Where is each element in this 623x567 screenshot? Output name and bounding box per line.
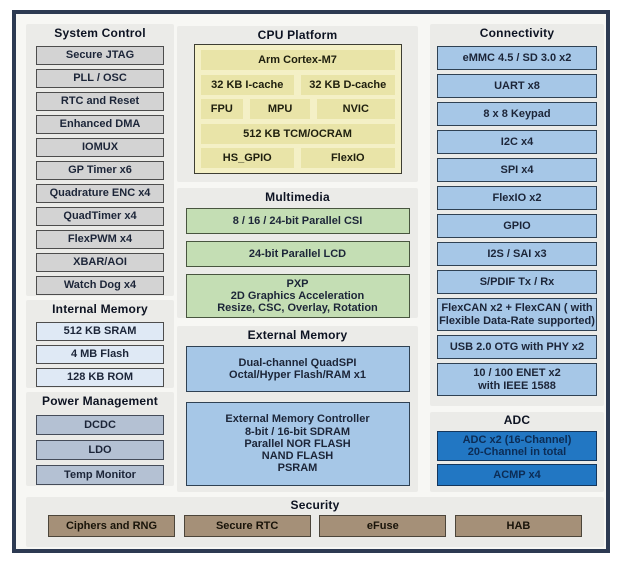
block-arm-cortex-m7: Arm Cortex-M7	[201, 50, 395, 70]
block-line: 10 / 100 ENET x2	[473, 367, 561, 380]
block-flexio-cpu: FlexIO	[301, 148, 395, 168]
block-quadtimer: QuadTimer x4	[36, 207, 164, 226]
block-quadrature-enc: Quadrature ENC x4	[36, 184, 164, 203]
block-rom: 128 KB ROM	[36, 368, 164, 387]
block-temp-monitor: Temp Monitor	[36, 465, 164, 485]
panel-adc	[430, 412, 604, 492]
block-flexpwm: FlexPWM x4	[36, 230, 164, 249]
block-adc	[437, 431, 597, 461]
block-emmc-sd: eMMC 4.5 / SD 3.0 x2	[437, 46, 597, 70]
block-line: 2D Graphics Acceleration	[230, 289, 365, 302]
block-parallel-csi: 8 / 16 / 24-bit Parallel CSI	[186, 208, 410, 234]
external-memory-title: External Memory	[247, 328, 348, 342]
panel-multimedia	[177, 188, 418, 318]
power-management-title: Power Management	[42, 394, 158, 408]
block-efuse: eFuse	[319, 515, 446, 537]
block-ciphers-rng: Ciphers and RNG	[48, 515, 175, 537]
security-title: Security	[290, 498, 340, 512]
block-gp-timer: GP Timer x6	[36, 161, 164, 180]
block-uart: UART x8	[437, 74, 597, 98]
block-secure-rtc: Secure RTC	[184, 515, 311, 537]
block-usb-otg: USB 2.0 OTG with PHY x2	[437, 335, 597, 359]
block-enhanced-dma: Enhanced DMA	[36, 115, 164, 134]
block-dcdc: DCDC	[36, 415, 164, 435]
block-flash: 4 MB Flash	[36, 345, 164, 364]
block-pxp	[186, 274, 410, 318]
internal-memory-title: Internal Memory	[52, 302, 148, 316]
block-flexio-conn: FlexIO x2	[437, 186, 597, 210]
block-external-memory-controller	[186, 402, 410, 486]
block-dcache: 32 KB D-cache	[301, 75, 395, 95]
block-tcm-ocram: 512 KB TCM/OCRAM	[201, 124, 395, 144]
block-xbar-aoi: XBAR/AOI	[36, 253, 164, 272]
block-line: FlexCAN x2 + FlexCAN ( with	[441, 302, 593, 315]
block-flexcan	[437, 298, 597, 331]
block-i2s-sai: I2S / SAI x3	[437, 242, 597, 266]
cpu-core-complex	[194, 44, 402, 174]
block-line: Resize, CSC, Overlay, Rotation	[217, 302, 378, 315]
block-line: PSRAM	[277, 462, 318, 475]
security-row	[26, 515, 604, 537]
block-ldo: LDO	[36, 440, 164, 460]
block-line: External Memory Controller	[225, 413, 370, 426]
block-quadspi	[186, 346, 410, 392]
block-gpio: GPIO	[437, 214, 597, 238]
connectivity-title: Connectivity	[479, 26, 555, 40]
block-line: Parallel NOR FLASH	[244, 437, 351, 450]
block-hs-gpio: HS_GPIO	[201, 148, 295, 168]
panel-cpu-platform	[177, 26, 418, 182]
block-i2c: I2C x4	[437, 130, 597, 154]
multimedia-title: Multimedia	[265, 190, 330, 204]
block-line: Flexible Data-Rate supported)	[439, 314, 595, 327]
block-line: 20-Channel in total	[467, 446, 567, 458]
block-line: NAND FLASH	[261, 450, 334, 463]
block-pll-osc: PLL / OSC	[36, 69, 164, 88]
block-icache: 32 KB I-cache	[201, 75, 295, 95]
block-secure-jtag: Secure JTAG	[36, 46, 164, 65]
block-keypad: 8 x 8 Keypad	[437, 102, 597, 126]
block-spdif: S/PDIF Tx / Rx	[437, 270, 597, 294]
block-iomux: IOMUX	[36, 138, 164, 157]
panel-connectivity	[430, 24, 604, 406]
block-hab: HAB	[455, 515, 582, 537]
block-nvic: NVIC	[317, 99, 394, 119]
block-acmp: ACMP x4	[437, 464, 597, 486]
block-parallel-lcd: 24-bit Parallel LCD	[186, 241, 410, 267]
panel-system-control	[26, 24, 174, 296]
panel-external-memory	[177, 326, 418, 492]
system-control-title: System Control	[54, 26, 146, 40]
block-watch-dog: Watch Dog x4	[36, 276, 164, 295]
panel-security	[26, 497, 604, 547]
block-enet	[437, 363, 597, 396]
block-line: 8-bit / 16-bit SDRAM	[244, 425, 351, 438]
block-mpu: MPU	[250, 99, 310, 119]
block-line: ADC x2 (16-Channel)	[462, 433, 572, 446]
block-line: Dual-channel QuadSPI	[238, 356, 357, 369]
block-line: Octal/Hyper Flash/RAM x1	[229, 369, 366, 381]
block-line: with IEEE 1588	[478, 379, 556, 392]
block-rtc-and-reset: RTC and Reset	[36, 92, 164, 111]
block-fpu: FPU	[201, 99, 244, 119]
panel-power-management	[26, 392, 174, 486]
block-line: PXP	[286, 277, 309, 290]
block-sram: 512 KB SRAM	[36, 322, 164, 341]
panel-internal-memory	[26, 300, 174, 388]
adc-title: ADC	[503, 413, 531, 427]
cpu-platform-title: CPU Platform	[257, 28, 338, 42]
block-spi: SPI x4	[437, 158, 597, 182]
